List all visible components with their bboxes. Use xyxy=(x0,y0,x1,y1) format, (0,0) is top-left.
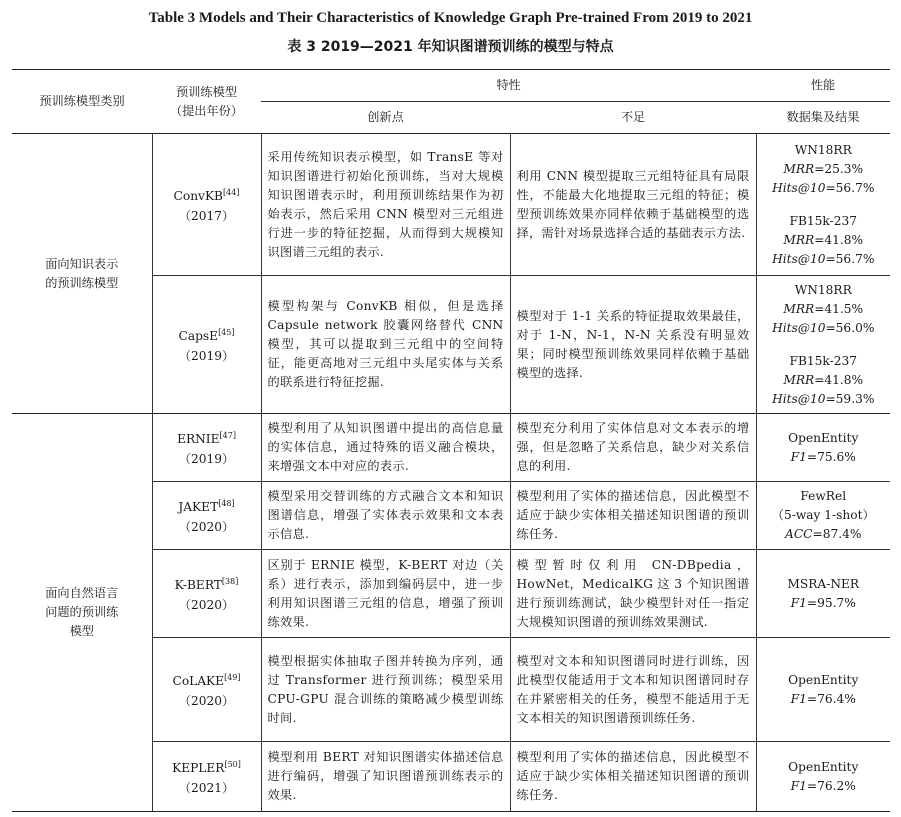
result-dataset: MSRA-NER xyxy=(787,576,860,591)
model-year: （2020） xyxy=(178,597,235,612)
model-ref: [48] xyxy=(218,499,235,509)
model-name: JAKET xyxy=(178,500,219,515)
result-dataset: OpenEntity xyxy=(788,759,859,774)
metric-label: Hits@10 xyxy=(772,320,826,335)
model-name: K-BERT xyxy=(174,578,222,593)
results-cell xyxy=(756,134,890,276)
metric-label: Hits@10 xyxy=(772,180,826,195)
result-dataset: WN18RR xyxy=(794,282,852,297)
metric-label: F1 xyxy=(790,449,807,464)
innovation-cell: 模型构架与 ConvKB 相似，但是选择 Capsule network 胶囊网络替代 CNN 模型，其可以提取到三元组中的空间特征，能更高地对三元组中头尾实体与关系的联系进行特征挖掘. xyxy=(261,276,510,414)
result-dataset: OpenEntity xyxy=(788,430,859,445)
result-dataset: WN18RR xyxy=(794,142,852,157)
result-dataset: OpenEntity xyxy=(788,672,859,687)
model-ref: [45] xyxy=(218,328,235,338)
metric-value: =56.7% xyxy=(825,180,875,195)
metric-label: F1 xyxy=(790,691,807,706)
metric-label: Hits@10 xyxy=(772,391,826,406)
shortcoming-cell: 模型对于 1-1 关系的特征提取效果最佳，对于 1-N，N-1，N-N 关系没有明显效果；同时模型预训练效果同样依赖于基础模型的选择. xyxy=(510,276,756,414)
header-model xyxy=(152,70,261,134)
model-year: （2021） xyxy=(178,780,235,795)
header-shortcoming: 不足 xyxy=(510,102,756,134)
innovation-cell: 模型利用 BERT 对知识图谱实体描述信息进行编码，增强了知识图谱预训练表示的效果. xyxy=(261,742,510,812)
innovation-cell: 模型利用了从知识图谱中提出的高信息量的实体信息，通过特殊的语义融合模块，来增强文本中对应的表示. xyxy=(261,414,510,482)
shortcoming-cell: 模型暂时仅利用 CN-DBpedia，HowNet，MedicalKG 这 3 个知识图谱进行预训练测试，缺少模型针对任一指定大规模知识图谱的预训练效果测试. xyxy=(510,550,756,638)
metric-value: =25.3% xyxy=(814,161,864,176)
result-dataset: FewRel xyxy=(800,489,847,503)
model-cell xyxy=(152,742,261,812)
metric-value: =75.6% xyxy=(806,449,856,464)
metric-value: =41.8% xyxy=(814,232,864,247)
results-cell xyxy=(756,550,890,638)
header-category: 预训练模型类别 xyxy=(39,94,125,108)
model-cell xyxy=(152,482,261,550)
innovation-cell: 采用传统知识表示模型，如 TransE 等对知识图谱进行初始化预训练，当对大规模知识图谱表示时，利用预训练结果作为初始表示，然后采用 CNN 模型对三元组进行进一步的特征挖掘，从而得到大规模知识图谱三元组的表示. xyxy=(261,134,510,276)
result-setting: （5-way 1-shot） xyxy=(771,508,875,522)
group-name-line1: 面向知识表示 xyxy=(45,256,119,271)
header-features: 特性 xyxy=(496,78,521,92)
table-row xyxy=(12,414,890,482)
metric-value: =76.4% xyxy=(806,691,856,706)
model-name: KEPLER xyxy=(172,761,225,776)
metric-value: =56.0% xyxy=(825,320,875,335)
model-name: CoLAKE xyxy=(172,674,225,689)
metric-label: MRR xyxy=(783,232,815,247)
group-name-line2: 的预训练模型 xyxy=(45,275,119,290)
group-natural-language xyxy=(12,414,152,812)
model-year: （2020） xyxy=(178,519,235,534)
metric-value: =76.2% xyxy=(806,778,856,793)
model-name: ConvKB xyxy=(173,189,224,204)
header-model-line1: 预训练模型 xyxy=(176,84,237,99)
header-model-line2: （提出年份） xyxy=(169,103,244,118)
header-performance: 性能 xyxy=(810,78,836,92)
metric-value: =95.7% xyxy=(806,595,856,610)
table-caption-chinese: 表 3 2019—2021 年知识图谱预训练的模型与特点 xyxy=(287,39,614,55)
group-name-line3: 模型 xyxy=(69,624,94,638)
results-cell xyxy=(756,414,890,482)
results-cell xyxy=(756,638,890,742)
metric-label: MRR xyxy=(783,161,815,176)
table-caption-english: Table 3 Models and Their Characteristics of Knowledge Graph Pre-trained From 2019 to 2021 xyxy=(148,10,753,26)
metric-label: ACC xyxy=(785,527,813,541)
result-dataset: FB15k-237 xyxy=(789,213,857,228)
innovation-cell: 模型采用交替训练的方式融合文本和知识图谱信息，增强了实体表示效果和文本表示信息. xyxy=(261,482,510,550)
shortcoming-cell: 模型充分利用了实体信息对文本表示的增强，但是忽略了关系信息，缺少对关系信息的利用. xyxy=(510,414,756,482)
model-cell xyxy=(152,414,261,482)
shortcoming-cell: 利用 CNN 模型提取三元组特征具有局限性，不能最大化地提取三元组的特征；模型预训练效果亦同样依赖于基础模型的选择，需针对场景选择合适的基础表示方法. xyxy=(510,134,756,276)
models-table xyxy=(12,69,890,812)
model-ref: [44] xyxy=(223,188,240,198)
result-dataset: FB15k-237 xyxy=(789,353,857,368)
results-cell xyxy=(756,276,890,414)
shortcoming-cell: 模型利用了实体的描述信息，因此模型不适应于缺少实体相关描述知识图谱的预训练任务. xyxy=(510,742,756,812)
model-cell xyxy=(152,134,261,276)
metric-label: MRR xyxy=(783,301,815,316)
model-year: （2019） xyxy=(178,451,235,466)
shortcoming-cell: 模型对文本和知识图谱同时进行训练，因此模型仅能适用于文本和知识图谱同时存在并紧密相关的任务，模型不能适用于无文本相关的知识图谱预训练任务. xyxy=(510,638,756,742)
metric-value: =87.4% xyxy=(812,527,862,541)
model-ref: [38] xyxy=(221,577,239,587)
innovation-cell: 区别于 ERNIE 模型，K-BERT 对边（关系）进行表示，添加到编码层中，进一步利用知识图谱三元组的信息，增强了预训练效果. xyxy=(261,550,510,638)
header-dataset: 数据集及结果 xyxy=(756,102,890,134)
metric-label: Hits@10 xyxy=(772,251,826,266)
metric-label: F1 xyxy=(790,595,807,610)
innovation-cell: 模型根据实体抽取子图并转换为序列，通过 Transformer 进行预训练；模型采用 CPU-GPU 混合训练的策略减少模型训练时间. xyxy=(261,638,510,742)
results-cell xyxy=(756,482,890,550)
metric-value: =41.5% xyxy=(814,301,864,316)
model-year: （2020） xyxy=(178,693,235,708)
model-ref: [49] xyxy=(224,673,241,683)
model-ref: [50] xyxy=(224,760,241,770)
model-cell xyxy=(152,638,261,742)
results-cell xyxy=(756,742,890,812)
model-ref: [47] xyxy=(219,431,236,441)
table-row xyxy=(12,134,890,276)
group-name-line1: 面向自然语言 xyxy=(45,586,119,600)
group-knowledge-representation xyxy=(12,134,152,414)
model-cell xyxy=(152,276,261,414)
group-name-line2: 问题的预训练 xyxy=(45,605,119,619)
model-year: （2019） xyxy=(178,348,235,363)
model-name: CapsE xyxy=(178,329,219,344)
metric-value: =41.8% xyxy=(814,372,864,387)
header-innovation: 创新点 xyxy=(261,102,510,134)
model-cell xyxy=(152,550,261,638)
metric-label: MRR xyxy=(783,372,815,387)
model-year: （2017） xyxy=(178,208,235,223)
shortcoming-cell: 模型利用了实体的描述信息，因此模型不适应于缺少实体相关描述知识图谱的预训练任务. xyxy=(510,482,756,550)
metric-value: =59.3% xyxy=(825,391,875,406)
model-name: ERNIE xyxy=(177,432,220,447)
metric-label: F1 xyxy=(790,778,807,793)
metric-value: =56.7% xyxy=(825,251,875,266)
